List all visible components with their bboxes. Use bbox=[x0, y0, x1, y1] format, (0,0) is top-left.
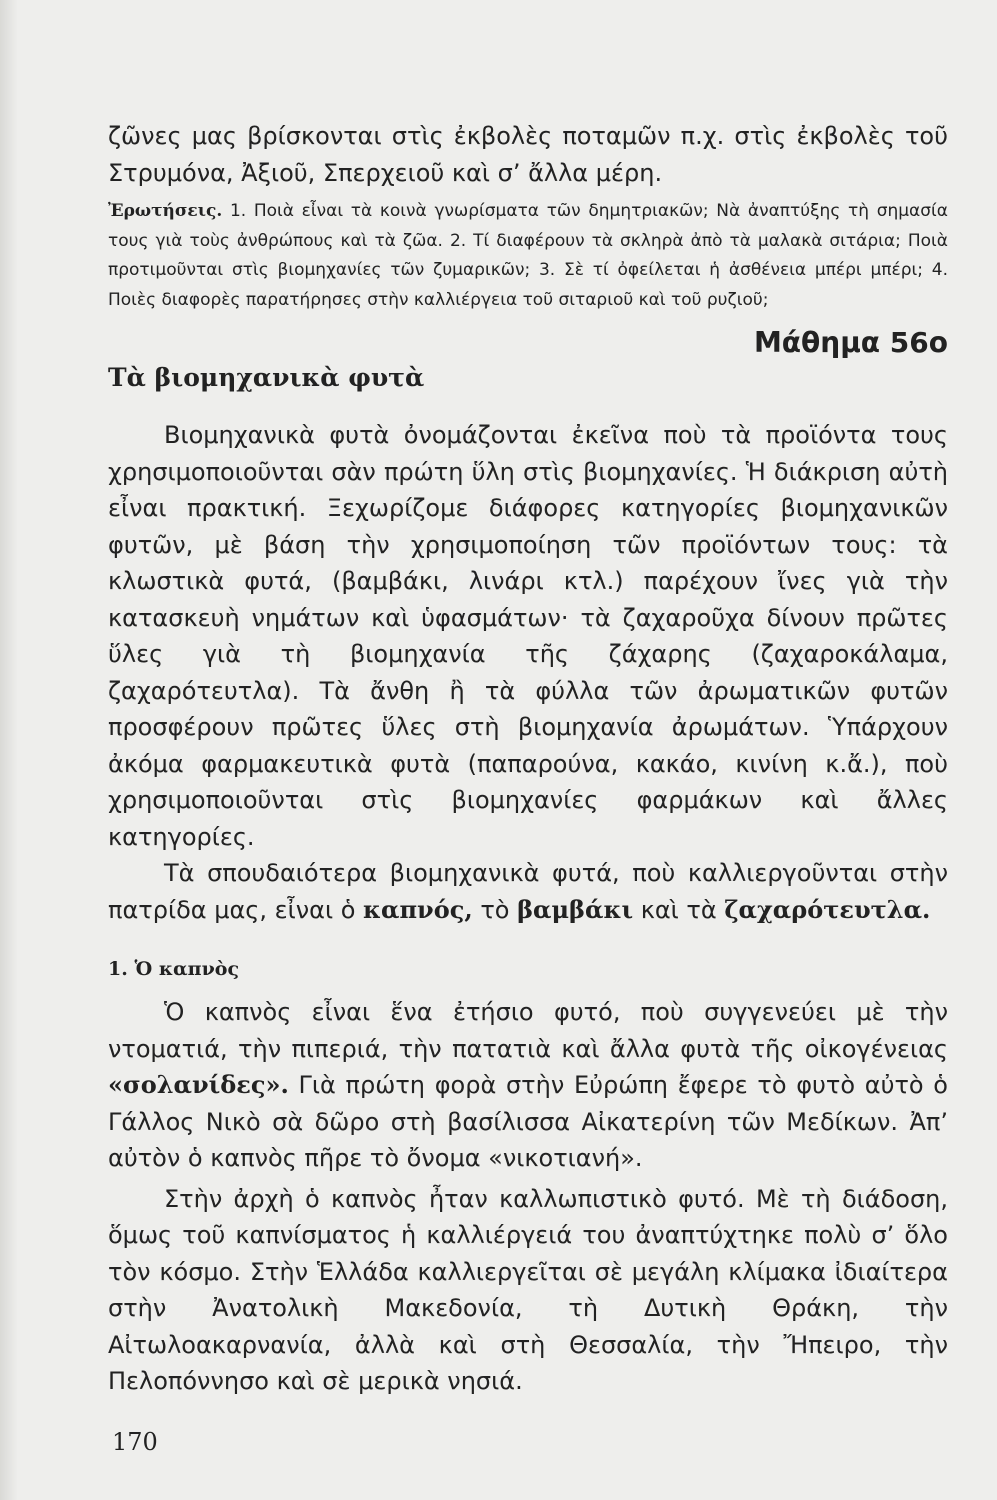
tobacco-paragraph-2: Στὴν ἀρχὴ ὁ καπνὸς ἦταν καλλωπιστικὸ φυτό. Μὲ τὴ διάδοση, ὅμως τοῦ καπνίσματος ἡ καλλιέργειά του ἀναπτύχτηκε πολὺ σ’ ὅλο τὸν κόσμο. Στὴν Ἑλλάδα καλλιεργεῖται σὲ μεγάλη κλίμακα ἰδιαίτερα στὴν Ἀνατολικὴ Μακεδονία, τὴ Δυτικὴ Θράκη, τὴν Αἰτωλοακαρνανία, ἀλλὰ καὶ στὴ Θεσσαλία, τὴν Ἤπειρο, τὴν Πελοπόννησο καὶ σὲ μερικὰ νησιά. bbox=[108, 1184, 948, 1395]
lesson-title: Μάθημα 56ο bbox=[753, 326, 948, 359]
emphasis-solanaceae: «σολανίδες». bbox=[108, 1070, 289, 1099]
intro-paragraph: ζῶνες μας βρίσκονται στὶς ἐκβολὲς ποταμῶν π.χ. στὶς ἐκβολὲς τοῦ Στρυμόνα, Ἀξιοῦ, Σπερχειοῦ καὶ σ’ ἄλλα μέρη. bbox=[108, 122, 948, 187]
emphasis-tobacco: καπνός, bbox=[363, 894, 473, 924]
paragraph-text: Γιὰ πρώτη φορὰ στὴν Εὐρώπη ἔφερε τὸ φυτὸ αὐτὸ ὁ Γάλλος Νικὸ σὰ δῶρο στὴ βασίλισσα Αἰκατερίνη τῶν Μεδίκων. Ἀπ’ αὐτὸν ὁ καπνὸς πῆρε τὸ ὄνομα «νικοτιανή». bbox=[108, 1071, 948, 1172]
industrial-plants-paragraph: Βιομηχανικὰ φυτὰ ὀνομάζονται ἐκεῖνα ποὺ τὰ προϊόντα τους χρησιμοποιοῦνται σὰν πρώτη ὕλη στὶς βιομηχανίες. Ἡ διάκριση αὐτὴ εἶναι πρακτική. Ξεχωρίζομε διάφορες κατηγορίες βιομηχανικῶν φυτῶν, μὲ βάση τὴν χρησιμοποίηση τῶν προϊόντων τους: τὰ κλωστικὰ φυτά, (βαμβάκι, λινάρι κτλ.) παρέχουν ἴνες γιὰ τὴν κατασκευὴ νημάτων καὶ ὑφασμάτων· τὰ ζαχαροῦχα δίνουν πρῶτες ὕλες γιὰ τὴ βιομηχανία τῆς ζάχαρης (ζαχαροκάλαμα, ζαχαρότευτλα). Τὰ ἄνθη ἢ τὰ φύλλα τῶν ἀρωματικῶν φυτῶν προσφέρουν πρῶτες ὕλες στὴ βιομηχανία ἀρωμάτων. Ὑπάρχουν ἀκόμα φαρμακευτικὰ φυτὰ (παπαρούνα, κακάο, κινίνη κ.ἄ.), ποὺ χρησιμοποιοῦνται στὶς βιομηχανίες φαρμάκων καὶ ἄλλες κατηγορίες. bbox=[108, 421, 948, 851]
tobacco-paragraph-1 bbox=[108, 994, 948, 1177]
page-edge-shadow bbox=[0, 0, 18, 1500]
paragraph-text: Τὰ σπουδαιότερα βιομηχανικὰ φυτά, ποὺ καλλιεργοῦνται στὴν πατρίδα μας, εἶναι ὁ bbox=[108, 859, 948, 924]
paragraph-text: Ὁ καπνὸς εἶναι ἕνα ἐτήσιο φυτό, ποὺ συγγενεύει μὲ τὴν ντοματιά, τὴν πιπεριά, τὴν πατατιὰ καὶ ἄλλα φυτὰ τῆς οἰκογένειας bbox=[108, 998, 948, 1063]
emphasis-cotton: βαμβάκι bbox=[517, 894, 634, 924]
paragraph-text: καὶ τὰ bbox=[633, 895, 725, 924]
paragraph-text: τὸ bbox=[472, 895, 518, 924]
questions-label: Ἐρωτήσεις. bbox=[108, 201, 223, 221]
emphasis-sugar-beets: ζαχαρότευτλα. bbox=[724, 894, 931, 924]
section-title: Τὰ βιομηχανικὰ φυτὰ bbox=[108, 363, 425, 392]
main-industrial-plants-paragraph bbox=[108, 855, 948, 928]
questions-text: 1. Ποιὰ εἶναι τὰ κοινὰ γνωρίσματα τῶν δημητριακῶν; Νὰ ἀναπτύξης τὴ σημασία τους γιὰ τοὺς ἀνθρώπους καὶ τὰ ζῶα. 2. Τί διαφέρουν τὰ σκληρὰ ἀπὸ τὰ μαλακὰ σιτάρια; Ποιὰ προτιμοῦνται στὶς βιομηχανίες τῶν ζυμαρικῶν; 3. Σὲ τί ὀφείλεται ἡ ἀσθένεια μπέρι μπέρι; 4. Ποιὲς διαφορὲς παρατήρησες στὴν καλλιέργεια τοῦ σιταριοῦ καὶ τοῦ ρυζιοῦ; bbox=[108, 201, 948, 310]
text-column bbox=[108, 118, 948, 1400]
subsection-title: 1. Ὁ καπνὸς bbox=[108, 958, 240, 980]
review-questions bbox=[108, 197, 948, 315]
page-number: 170 bbox=[112, 1428, 158, 1456]
